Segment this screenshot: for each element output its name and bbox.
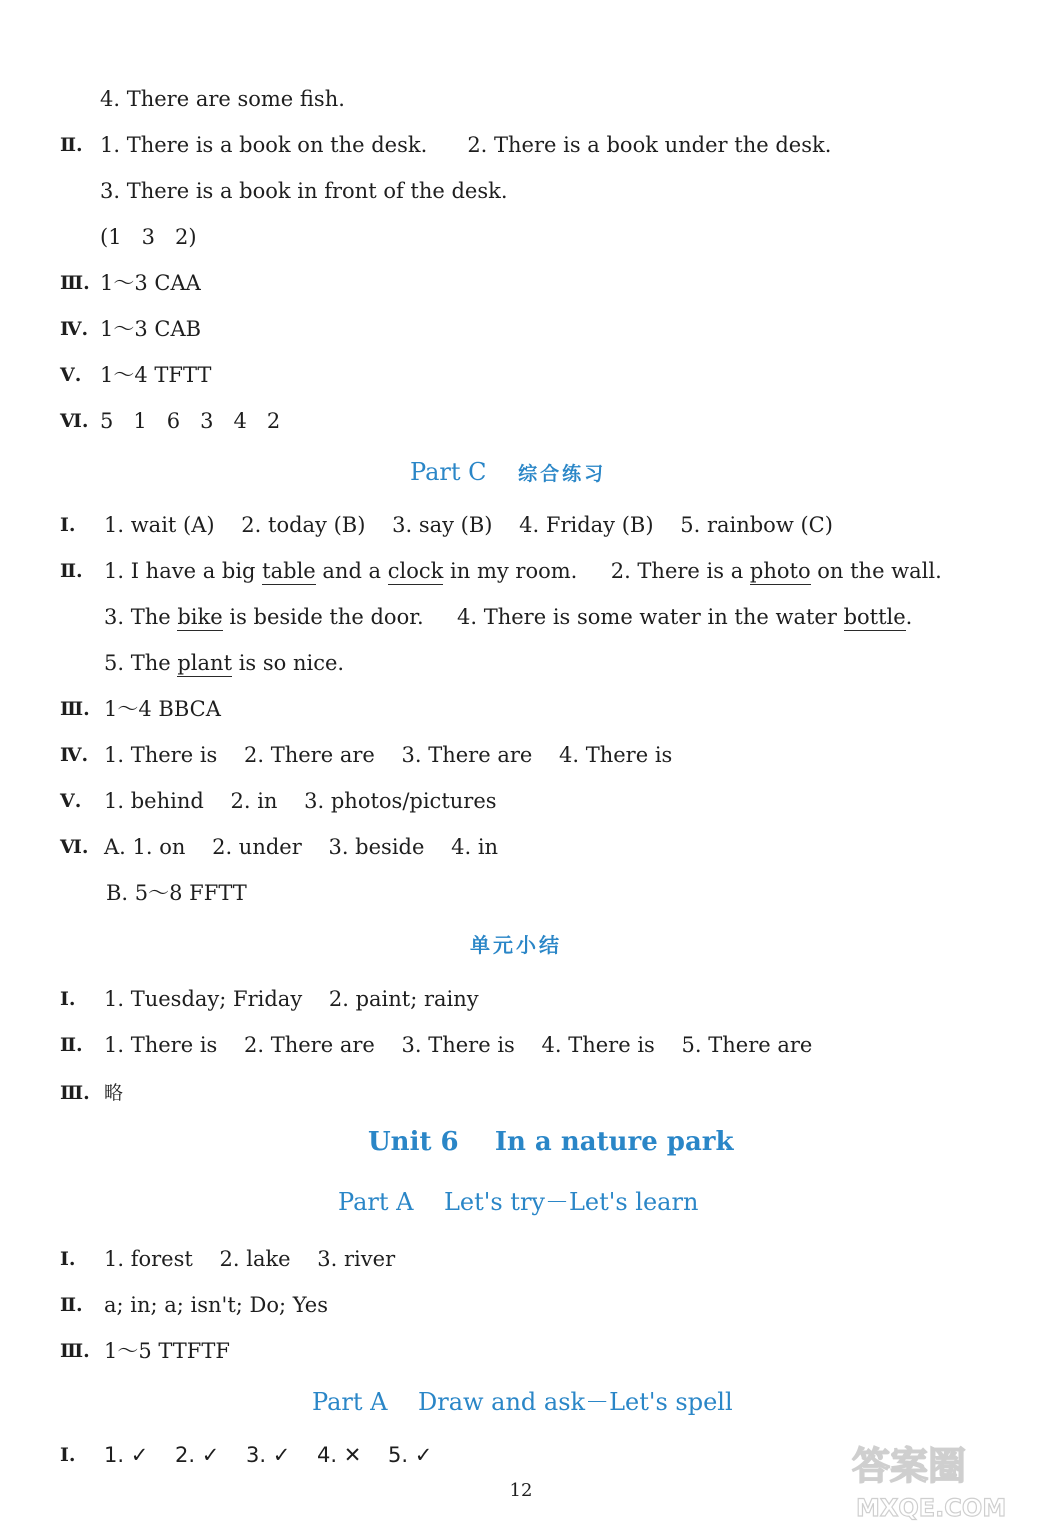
underlined-word: bottle (843, 605, 906, 629)
section-number: Ⅴ. (60, 790, 82, 812)
unit-summary-heading: 单元小结 (470, 933, 562, 957)
svg-text:MXQE.COM: MXQE.COM (856, 1494, 1007, 1522)
part-c-label: Part C (410, 458, 487, 486)
section-number: Ⅰ. (60, 1444, 76, 1466)
answer-line: 1. behind 2. in 3. photos/pictures (104, 789, 497, 813)
section-number: Ⅴ. (60, 364, 82, 386)
section-number: Ⅳ. (60, 318, 89, 340)
section-number: Ⅰ. (60, 1248, 76, 1270)
answer-line: 1. I have a big table and a clock in my room. 2. There is a photo on the wall. (104, 559, 942, 583)
answer-line: 1～3 CAA (100, 271, 201, 295)
underlined-word: table (262, 559, 316, 583)
answer-line: 1. forest 2. lake 3. river (104, 1247, 396, 1271)
page-number: 12 (509, 1480, 533, 1501)
answer-line: A. 1. on 2. under 3. beside 4. in (104, 835, 499, 859)
section-number: Ⅲ. (60, 698, 90, 720)
answer-line: 1～4 TFTT (100, 363, 212, 387)
section-number: Ⅲ. (60, 1082, 90, 1104)
section-number: Ⅱ. (60, 134, 83, 156)
answer-line: 5. The plant is so nice. (104, 651, 345, 675)
underlined-word: photo (749, 559, 811, 583)
section-number: Ⅵ. (60, 836, 89, 858)
answer-line: 1. ✓ 2. ✓ 3. ✓ 4. ✕ 5. ✓ (104, 1443, 433, 1467)
answer-line: (1 3 2) (100, 225, 197, 249)
answer-line: 4. There are some fish. (100, 87, 345, 111)
answer-line: 5 1 6 3 4 2 (100, 409, 281, 433)
answer-line: 1. There is 2. There are 3. There are 4. There is (104, 743, 673, 767)
answer-line: 略 (104, 1082, 124, 1104)
answer-line: 1. wait (A) 2. today (B) 3. say (B) 4. Friday (B) 5. rainbow (C) (104, 513, 833, 537)
section-number: Ⅱ. (60, 1034, 83, 1056)
answer-line: a; in; a; isn't; Do; Yes (104, 1293, 328, 1317)
answer-line: 1～4 BBCA (104, 697, 221, 721)
part-c-cn-label: 综合练习 (518, 463, 607, 485)
underlined-word: bike (177, 605, 223, 629)
svg-text:答案圈: 答案圈 (852, 1444, 967, 1488)
section-number: Ⅰ. (60, 514, 76, 536)
unit-title: Unit 6 In a nature park (368, 1127, 734, 1157)
answer-line: 1～5 TTFTF (104, 1339, 230, 1363)
answer-line: 1. There is a book on the desk. 2. There is a book under the desk. (100, 133, 832, 157)
answer-line: 1. Tuesday; Friday 2. paint; rainy (104, 987, 479, 1011)
answer-line: 3. The bike is beside the door. 4. There is some water in the water bottle. (104, 605, 913, 629)
part-a-heading: Part A Draw and ask－Let's spell (312, 1388, 733, 1416)
answer-line: 1～3 CAB (100, 317, 202, 341)
answer-line: 1. There is 2. There are 3. There is 4. There is 5. There are (104, 1033, 813, 1057)
section-number: Ⅲ. (60, 1340, 90, 1362)
watermark-logo (842, 1434, 1022, 1524)
section-number: Ⅵ. (60, 410, 89, 432)
part-a-heading: Part A Let's try－Let's learn (338, 1188, 699, 1216)
section-number: Ⅲ. (60, 272, 90, 294)
answer-line: B. 5～8 FFTT (106, 881, 247, 905)
underlined-word: plant (177, 651, 233, 675)
answer-line: 3. There is a book in front of the desk. (100, 179, 508, 203)
section-number: Ⅱ. (60, 1294, 83, 1316)
section-number: Ⅱ. (60, 560, 83, 582)
section-number: Ⅳ. (60, 744, 89, 766)
underlined-word: clock (387, 559, 444, 583)
section-number: Ⅰ. (60, 988, 76, 1010)
part-c-heading (410, 456, 606, 490)
